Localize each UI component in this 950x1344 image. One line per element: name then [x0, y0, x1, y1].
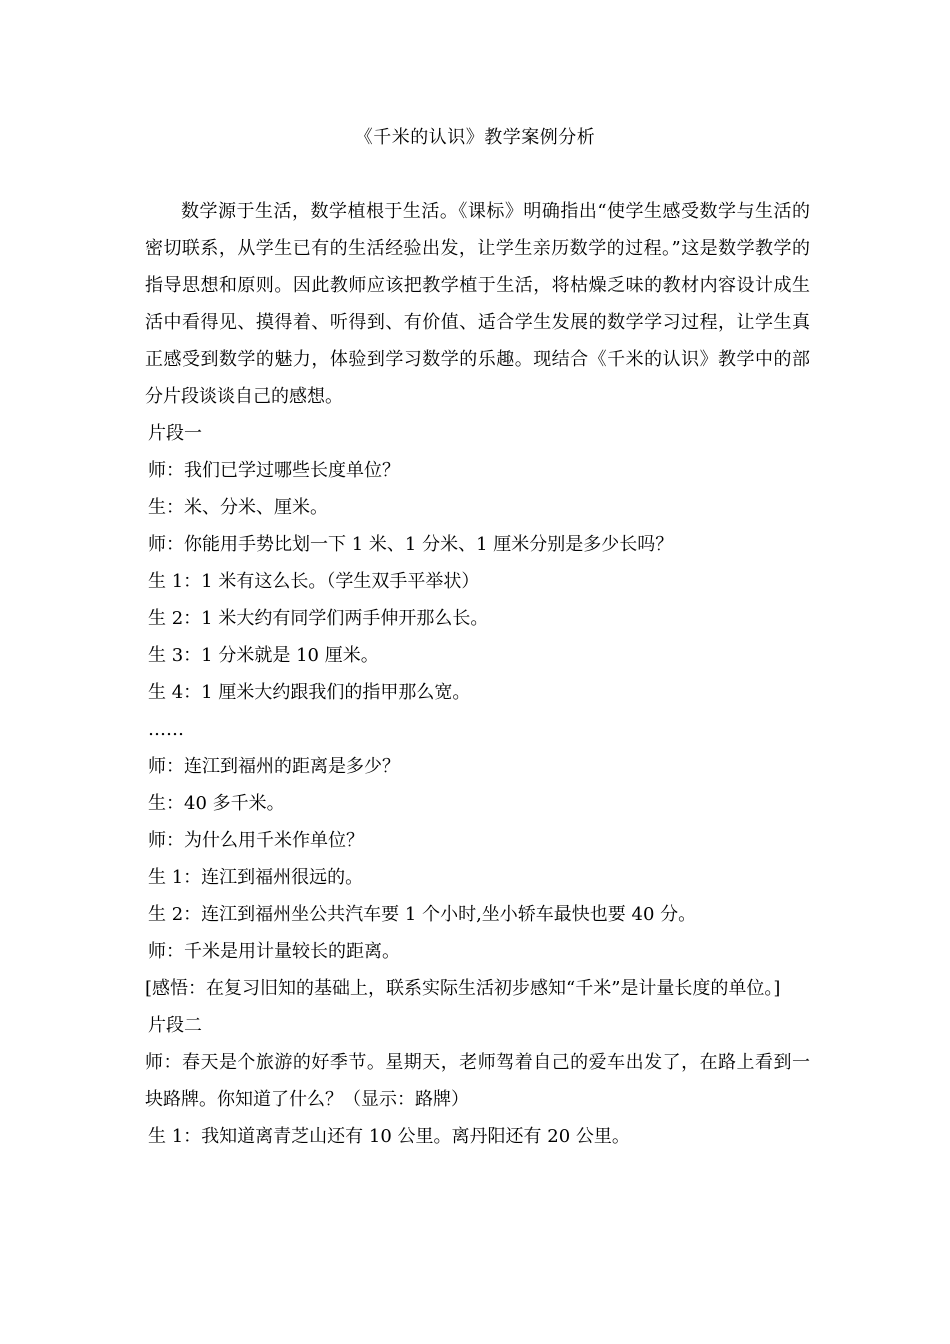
segment-heading: 片段一 — [148, 423, 202, 444]
document-title: 《千米的认识》教学案例分析 — [354, 127, 596, 148]
reflection-paragraph: [感悟：在复习旧知的基础上，联系实际生活初步感知“千米”是计量长度的单位。] — [145, 978, 781, 999]
dialogue-line: 生 3：1 分米就是 10 厘米。 — [148, 645, 379, 666]
dialogue-line: 生 2：连江到福州坐公共汽车要 1 个小时,坐小轿车最快也要 40 分。 — [148, 904, 697, 925]
dialogue-line: 生 1：我知道离青芝山还有 10 公里。离丹阳还有 20 公里。 — [148, 1126, 630, 1147]
dialogue-line: 师：千米是用计量较长的距离。 — [148, 941, 400, 962]
dialogue-line: 师：我们已学过哪些长度单位？ — [148, 460, 400, 481]
dialogue-line: 师：为什么用千米作单位？ — [148, 830, 364, 851]
dialogue-line: 师：你能用手势比划一下 1 米、1 分米、1 厘米分别是多少长吗？ — [148, 534, 674, 555]
dialogue-line: 生 2：1 米大约有同学们两手伸开那么长。 — [148, 608, 489, 629]
dialogue-line: 师：春天是个旅游的好季节。星期天，老师驾着自己的爱车出发了，在路上看到一块路牌。你知道了什么？（显示：路牌） — [145, 1052, 810, 1110]
document-body — [145, 193, 810, 1155]
dialogue-line: 生：米、分米、厘米。 — [148, 497, 328, 518]
ellipsis-line: …… — [148, 719, 184, 740]
dialogue-line: 师：连江到福州的距离是多少？ — [148, 756, 400, 777]
dialogue-line: 生 1：连江到福州很远的。 — [148, 867, 364, 888]
intro-paragraph: 数学源于生活，数学植根于生活。《课标》明确指出“使学生感受数学与生活的密切联系，从学生已有的生活经验出发，让学生亲历数学的过程。”这是数学教学的指导思想和原则。因此教师应该把教学植于生活，将枯燥乏味的教材内容设计成生活中看得见、摸得着、听得到、有价值、适合学生发展的数学学习过程，让学生真正感受到数学的魅力，体验到学习数学的乐趣。现结合《千米的认识》教学中的部分片段谈谈自己的感想。 — [145, 201, 810, 407]
dialogue-line: 生：40 多千米。 — [148, 793, 285, 814]
segment-heading: 片段二 — [148, 1015, 202, 1036]
dialogue-line: 生 4：1 厘米大约跟我们的指甲那么宽。 — [148, 682, 471, 703]
dialogue-line: 生 1：1 米有这么长。（学生双手平举状） — [148, 571, 480, 592]
